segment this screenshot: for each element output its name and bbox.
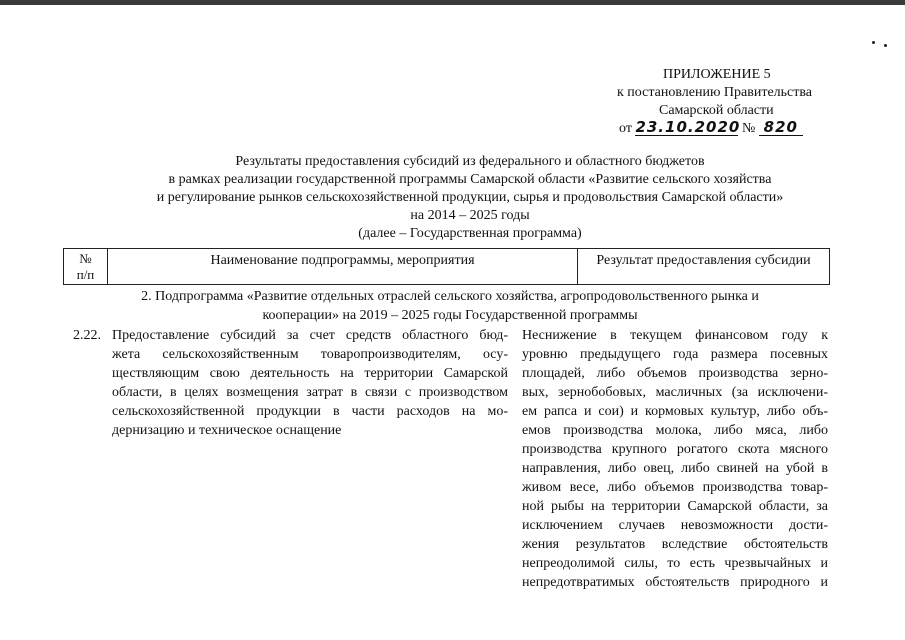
title-line: Результаты предоставления субсидий из федерального и областного бюджетов [235,154,705,169]
result-line: емов производства молока, либо мяса, либо [522,423,828,438]
signature-date: 23.10.2020 [635,118,741,136]
title-line: на 2014 – 2025 годы [410,208,530,223]
appendix-title: ПРИЛОЖЕНИЕ 5 [663,67,771,82]
subprogram-heading-line: 2. Подпрограмма «Развитие отдельных отраслей сельского хозяйства, агропродовольственного рынка и [141,289,759,304]
result-line: производства крупного рогатого скота мясного [522,442,828,457]
row-result-cell [522,326,828,592]
appendix-date-line [619,119,803,138]
name-line: Предоставление субсидий за счет средств областного бюд- [112,328,508,343]
scan-speck [872,41,875,44]
date-prefix: от [619,121,632,136]
document-title [100,153,840,243]
result-line: ем рапса и сои) и кормовых культур, либо объ- [522,404,828,419]
title-line: в рамках реализации государственной программы Самарской области «Развитие сельского хозяйства [168,172,772,187]
name-line: дернизацию и техническое оснащение [112,423,342,438]
subprogram-heading-line: кооперации» на 2019 – 2025 годы Государственной программы [262,308,638,323]
header-number-line2: п/п [76,267,95,282]
result-line: Неснижение в текущем финансовом году к [522,328,828,343]
header-result-cell: Результат предоставления субсидии [596,253,811,268]
name-line: ществляющим свою деятельность на территории Самарской [112,366,508,381]
header-number-line1: № [79,251,92,266]
result-line: вых, зернобобовых, масличных (за исключени- [522,385,828,400]
title-line: и регулирование рынков сельскохозяйственной продукции, сырья и продовольствия Самарской области» [156,190,784,205]
header-name-cell: Наименование подпрограммы, мероприятия [108,249,578,284]
subprogram-heading [100,287,800,325]
row-number: 2.22. [73,328,101,343]
result-line: жения результатов вследствие обстоятельств [522,537,828,552]
header-number-cell [64,249,108,284]
result-line: непредотвратимых обстоятельств природного и [522,575,828,590]
name-line: жета сельскохозяйственным товаропроизводителям, осу- [112,347,508,362]
signature-number: 820 [759,119,803,136]
scan-top-edge [0,0,905,5]
appendix-line-2: к постановлению Правительства [617,85,813,100]
result-line: ной рыбы на территории Самарской области, за [522,499,828,514]
result-line: непреодолимой силы, то есть чрезвычайных и [522,556,828,571]
row-name-cell [112,326,508,440]
table-header [63,248,830,285]
appendix-line-3: Самарской области [659,103,774,118]
name-line: сельскохозяйственной продукции в части расходов на мо- [112,404,508,419]
result-line: исключением случаев невозможности дости- [522,518,828,533]
result-line: площадей, либо объемов производства зерно- [522,366,828,381]
name-line: области, в целях возмещения затрат в связи с производством [112,385,508,400]
result-line: направления, либо овец, либо свиней на убой в [522,461,828,476]
scan-speck [884,44,887,47]
title-line: (далее – Государственная программа) [358,226,582,241]
result-line: живом весе, либо объемов производства товар- [522,480,828,495]
number-prefix: № [741,121,756,136]
result-line: уровню предыдущего года размера посевных [522,347,828,362]
